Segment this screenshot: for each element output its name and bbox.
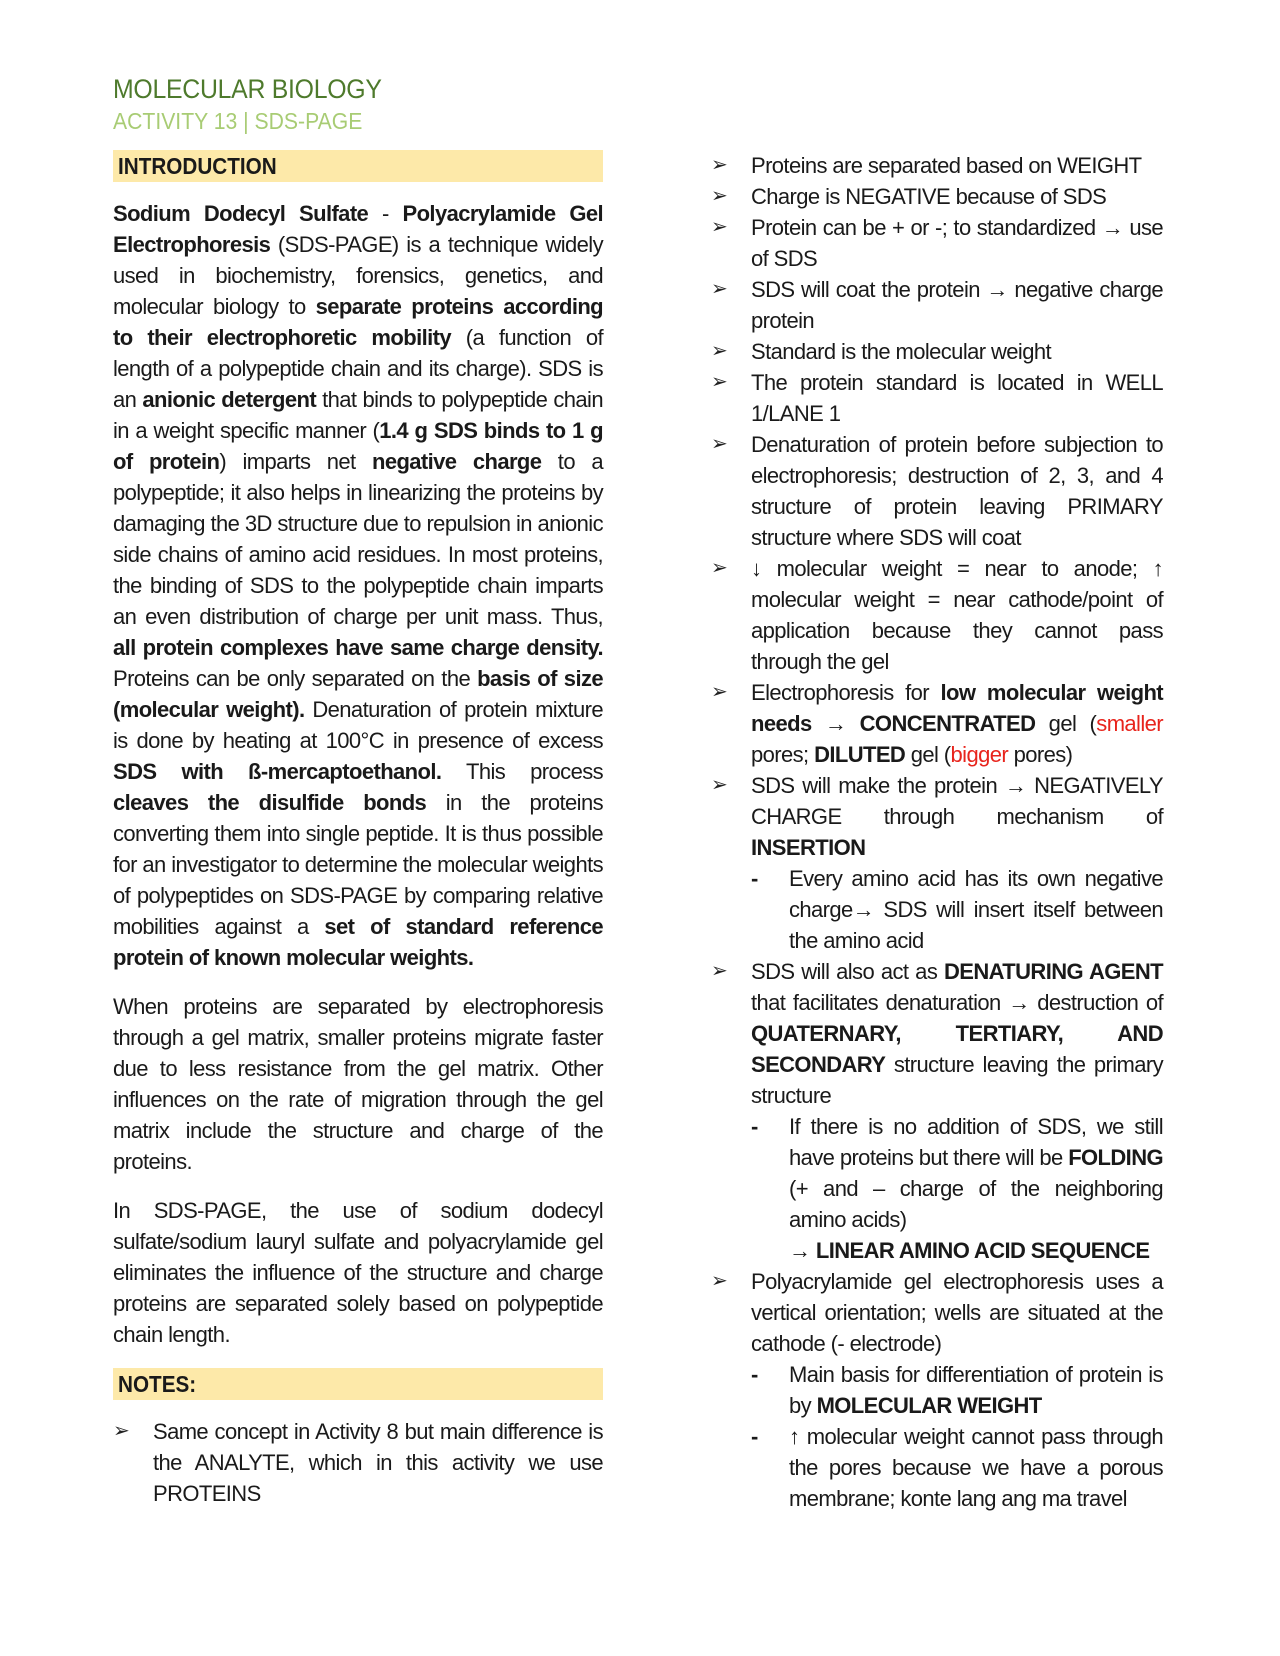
intro-paragraph-1-run: all protein complexes have same charge density. bbox=[113, 635, 603, 660]
bullet-item-text bbox=[751, 556, 1163, 674]
arrow-bullet-icon: ➢ bbox=[711, 278, 728, 300]
sub-bullet-text-run: MOLECULAR WEIGHT bbox=[816, 1393, 1042, 1418]
bullet-item-text-run: low molecular weight needs bbox=[751, 680, 1164, 736]
bullet-item-text-run: Polyacrylamide gel electrophoresis uses a vertical orientation; wells are situated at the cathode (- electrode) bbox=[751, 1269, 1163, 1356]
sub-bullet-text-run: ↑ molecular weight cannot pass through the pores because we have a porous membrane; konte lang ang ma travel bbox=[789, 1424, 1163, 1511]
intro-paragraph-3: In SDS-PAGE, the use of sodium dodecyl sulfate/sodium lauryl sulfate and polyacrylamide gel eliminates the influence of the structure and charge proteins are separated solely based on polypeptide chain length. bbox=[113, 1198, 603, 1347]
arrow-bullet-icon: ➢ bbox=[711, 1270, 728, 1292]
document-header bbox=[113, 72, 613, 136]
bullet-item-text-run: DENATURING AGENT bbox=[944, 959, 1163, 984]
bullet-item-text bbox=[751, 153, 1142, 178]
bullet-item-text bbox=[751, 215, 1163, 271]
introduction-heading bbox=[113, 150, 603, 182]
bullet-item-text-run: The protein standard is located in WELL 1/LANE 1 bbox=[751, 370, 1163, 426]
arrow-bullet-icon: ➢ bbox=[711, 960, 728, 982]
bullet-item bbox=[711, 212, 1163, 274]
bullet-item bbox=[711, 1266, 1163, 1514]
bullet-item-text bbox=[751, 277, 1163, 333]
sub-bullet-text bbox=[789, 1424, 1163, 1511]
bullet-item bbox=[711, 336, 1163, 367]
intro-paragraph-1-run: Denaturation of protein mixture is done by heating at 100°C in presence of excess bbox=[113, 697, 603, 753]
bullet-item-text-run: SDS will also act as bbox=[751, 959, 944, 984]
right-column bbox=[711, 150, 1163, 1514]
sub-bullet-text bbox=[789, 866, 1163, 953]
intro-paragraph-1-run: set of standard reference protein of known molecular weights. bbox=[113, 914, 604, 970]
bullet-item bbox=[711, 367, 1163, 429]
intro-paragraph-1-run: Polyacrylamide Gel Electrophoresis bbox=[113, 201, 603, 257]
notes-heading-label: NOTES: bbox=[118, 1371, 197, 1397]
arrow-bullet-icon: ➢ bbox=[711, 433, 728, 455]
arrow-bullet-icon: ➢ bbox=[711, 216, 728, 238]
bullet-item-text-run: smaller bbox=[1096, 711, 1163, 736]
arrow-bullet-icon: ➢ bbox=[113, 1420, 130, 1442]
bullet-item-text-run: → bbox=[811, 711, 860, 736]
intro-paragraph-1-run: SDS with ß-mercaptoethanol. bbox=[113, 759, 442, 784]
intro-paragraph-1-run: Proteins can be only separated on the bbox=[113, 666, 478, 691]
bullet-item-text-run: Charge is NEGATIVE because of SDS bbox=[751, 184, 1107, 209]
bullet-item-text bbox=[751, 773, 1163, 860]
intro-paragraph-1 bbox=[113, 198, 603, 973]
intro-paragraph-1-run: This process bbox=[441, 759, 604, 784]
bullet-item-text-run: gel ( bbox=[905, 742, 951, 767]
introduction-heading-label: INTRODUCTION bbox=[118, 153, 277, 179]
intro-paragraph-1-run: basis of size (molecular weight). bbox=[113, 666, 603, 722]
intro-paragraph-1-run: (SDS-PAGE) is a technique widely used in biochemistry, forensics, genetics, and molecular biology to bbox=[113, 232, 603, 319]
intro-paragraph-1-run: (a function of length of a polypeptide chain and its charge). SDS is an bbox=[113, 325, 603, 412]
sub-bullet-item bbox=[751, 1421, 1163, 1514]
intro-paragraph-1-run: anionic detergent bbox=[142, 387, 317, 412]
notes-heading bbox=[113, 1368, 603, 1400]
bullet-item-text-run: SDS will coat the protein → negative charge protein bbox=[751, 277, 1163, 333]
dash-bullet-icon: - bbox=[751, 866, 758, 891]
bullet-item bbox=[711, 429, 1163, 553]
sub-bullet-text-run: If there is no addition of SDS, we still have proteins but there will be bbox=[789, 1114, 1163, 1170]
bullet-item-text bbox=[751, 432, 1163, 550]
bullet-item-text-run: Electrophoresis for bbox=[751, 680, 941, 705]
intro-paragraph-1-run: negative charge bbox=[371, 449, 542, 474]
sub-bullet-text bbox=[789, 1362, 1163, 1418]
arrow-bullet-icon: ➢ bbox=[711, 340, 728, 362]
bullet-item bbox=[711, 553, 1163, 677]
intro-paragraph-1-run: to a polypeptide; it also helps in linearizing the proteins by damaging the 3D structure due to repulsion in anionic side chains of amino acid residues. In most proteins, the binding of SDS to the polypeptide chain imparts an even distribution of charge per unit mass. Thus, bbox=[113, 449, 603, 629]
sub-bullet-text bbox=[789, 1114, 1163, 1232]
document-title: MOLECULAR BIOLOGY bbox=[113, 74, 382, 104]
arrow-bullet-icon: ➢ bbox=[711, 185, 728, 207]
sub-bullet-text-run: Main basis for differentiation of protein is by bbox=[789, 1362, 1163, 1418]
bullet-item bbox=[711, 770, 1163, 956]
bullet-item bbox=[711, 181, 1163, 212]
sub-bullet-text-run: (+ and – charge of the neighboring amino acids) bbox=[789, 1176, 1163, 1232]
bullet-item bbox=[711, 274, 1163, 336]
bullet-item bbox=[711, 150, 1163, 181]
left-column bbox=[113, 150, 603, 1509]
arrow-bullet-icon: ➢ bbox=[711, 774, 728, 796]
bullet-item-text-run: SDS will make the protein → NEGATIVELY CHARGE through mechanism of bbox=[751, 773, 1163, 829]
intro-paragraph-1-run: in the proteins converting them into single peptide. It is thus possible for an investigator to determine the molecular weights of polypeptides on SDS-PAGE by comparing relative mobilities against a bbox=[113, 790, 603, 939]
intro-paragraph-2: When proteins are separated by electrophoresis through a gel matrix, smaller proteins migrate faster due to less resistance from the gel matrix. Other influences on the rate of migration through the gel matrix include the structure and charge of the proteins. bbox=[113, 994, 603, 1174]
intro-paragraph-1-run: Sodium Dodecyl Sulfate bbox=[113, 201, 369, 226]
dash-bullet-icon: - bbox=[751, 1424, 758, 1449]
bullet-item-text bbox=[751, 680, 1163, 767]
dash-bullet-icon: - bbox=[751, 1114, 758, 1139]
right-bullet-list bbox=[711, 150, 1163, 1514]
arrow-bullet-icon: ➢ bbox=[711, 371, 728, 393]
bullet-item-text-run: bigger bbox=[950, 742, 1009, 767]
bullet-item-text-run: DILUTED bbox=[814, 742, 906, 767]
bullet-item-text-run: Standard is the molecular weight bbox=[751, 339, 1051, 364]
notes-list bbox=[113, 1416, 603, 1509]
bullet-item-text bbox=[751, 370, 1163, 426]
bullet-item-text-run: gel ( bbox=[1035, 711, 1097, 736]
sub-bullet-list bbox=[751, 1111, 1163, 1266]
intro-paragraph-1-run: - bbox=[368, 201, 403, 226]
bullet-item-text bbox=[751, 339, 1051, 364]
intro-paragraph-1-run: 1.4 g SDS binds to 1 g of protein bbox=[113, 418, 603, 474]
bullet-item-text-run: Protein can be + or -; to standardized → use of SDS bbox=[751, 215, 1163, 271]
bullet-item-text-run: Proteins are separated based on WEIGHT bbox=[751, 153, 1142, 178]
intro-paragraph-1-run: cleaves the disulfide bonds bbox=[113, 790, 427, 815]
arrow-bullet-icon: ➢ bbox=[711, 681, 728, 703]
sub-bullet-list bbox=[751, 863, 1163, 956]
sub-bullet-item bbox=[751, 1359, 1163, 1421]
bullet-item-text bbox=[751, 1269, 1163, 1356]
bullet-item-text bbox=[751, 959, 1163, 1108]
bullet-item bbox=[711, 677, 1163, 770]
bullet-item-text-run: CONCENTRATED bbox=[859, 711, 1036, 736]
arrow-bullet-icon: ➢ bbox=[711, 154, 728, 176]
document-subtitle: ACTIVITY 13 | SDS-PAGE bbox=[113, 108, 363, 134]
note-item bbox=[113, 1416, 603, 1509]
bullet-item-text-run: pores; bbox=[751, 742, 815, 767]
bullet-item-text-run: INSERTION bbox=[751, 835, 866, 860]
sub-bullet-text-run: FOLDING bbox=[1068, 1145, 1163, 1170]
intro-paragraph-1-run: that binds to polypeptide chain in a weight specific manner ( bbox=[113, 387, 603, 443]
arrow-bullet-icon: ➢ bbox=[711, 557, 728, 579]
bullet-item-text bbox=[751, 184, 1106, 209]
bullet-item-text-run: structure leaving the primary structure bbox=[751, 1052, 1163, 1108]
bullet-item-text-run: that facilitates denaturation → destruction of bbox=[751, 990, 1163, 1015]
note-item-text: Same concept in Activity 8 but main difference is the ANALYTE, which in this activity we use PROTEINS bbox=[153, 1419, 603, 1506]
sub-bullet-item bbox=[751, 863, 1163, 956]
sub-bullet-text-run: Every amino acid has its own negative charge→ SDS will insert itself between the amino acid bbox=[789, 866, 1163, 953]
bullet-item-text-run: QUATERNARY, TERTIARY, AND SECONDARY bbox=[751, 1021, 1163, 1077]
sub-bullet-list bbox=[751, 1359, 1163, 1514]
bullet-item bbox=[711, 956, 1163, 1266]
bullet-item-text-run: Denaturation of protein before subjection to electrophoresis; destruction of 2, 3, and 4 structure of protein leaving PRIMARY structure where SDS will coat bbox=[751, 432, 1163, 550]
bullet-item-text-run: ↓ molecular weight = near to anode; ↑ molecular weight = near cathode/point of application because they cannot pass through the gel bbox=[751, 556, 1163, 674]
dash-bullet-icon: - bbox=[751, 1362, 758, 1387]
bullet-item-text-run: pores) bbox=[1008, 742, 1073, 767]
intro-paragraph-1-run: ) imparts net bbox=[219, 449, 372, 474]
sub-bullet-tail: → LINEAR AMINO ACID SEQUENCE bbox=[789, 1238, 1150, 1263]
sub-bullet-item bbox=[751, 1111, 1163, 1235]
intro-paragraph-1-run: separate proteins according to their electrophoretic mobility bbox=[113, 294, 604, 350]
